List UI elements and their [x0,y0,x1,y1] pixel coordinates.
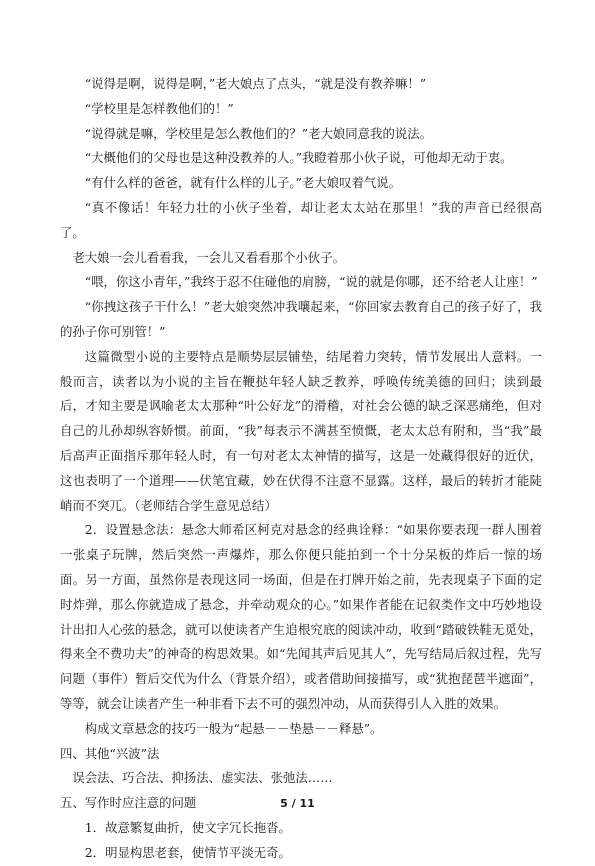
document-body [60,72,542,866]
paragraph: “你拽这孩子干什么！”老大娘突然冲我嚷起来，“你回家去教育自己的孩子好了，我的孙子你可别管！” [60,299,542,339]
suspense-method-paragraph: 2．设置悬念法：悬念大师希区柯克对悬念的经典诠释：“如果你要表现一群人围着一张桌子玩牌，然后突然一声爆炸，那么你便只能拍到一个十分呆板的炸后一惊的场面。另一方面，虽然你是表现这同一场面，但是在打牌开始之前，先表现桌子下面的定时炸弹，那么你就造成了悬念，并牵动观众的心。”如果作者能在记叙类作文中巧妙地设计出扣人心弦的悬念，就可以使读者产生追根究底的阅读冲动，收到“踏破铁鞋无觅处，得来全不费功夫”的神奇的构思效果。如“先闻其声后见其人”，先写结局后叙过程，先写问题（事件）暂后交代为什么（背景介绍），或者借助间接描写，或“犹抱琵琶半遮面”，等等，就会让读者产生一种非看下去不可的强烈冲动，从而获得引人入胜的效果。 [60,522,542,711]
list-item: 1．故意繁复曲折，使文字冗长拖沓。 [84,819,291,835]
section-heading: 四、其他“兴波”法 [60,745,160,761]
paragraph: 老大娘一会儿看看我，一会儿又看看那个小伙子。 [72,249,345,265]
page-number: 5 / 11 [280,797,315,810]
paragraph: “大概他们的父母也是这种没教养的人。”我瞪着那小伙子说，可他却无动于衷。 [84,150,513,166]
paragraph: “说得是啊，说得是啊，”老大娘点了点头，“就是没有教养嘛！” [84,76,427,91]
paragraph: 误会法、巧合法、抑扬法、虚实法、张弛法…… [72,770,333,786]
section-heading: 五、写作时应注意的问题 [60,795,197,811]
paragraph: “有什么样的爸爸，就有什么样的儿子。”老大娘叹着气说。 [84,175,402,191]
paragraph: “喂，你这小青年，”我终于忍不住碰他的肩膀，“说的就是你哪，还不给老人让座！” [84,274,538,290]
analysis-paragraph: 这篇微型小说的主要特点是顺势层层铺垫，结尾着力突转，情节发展出人意料。一般而言，读者以为小说的主旨在鞭挞年轻人缺乏教养，呼唤传统美德的回归；读到最后，才知主要是讽喻老太太那种“叶公好龙”的滑稽，对社会公德的缺乏深恶痛绝，但对自己的儿孙却纵容娇惯。前面，“我”每表示不满甚至愤慨，老太太总有附和，当“我”最后高声正面指斥那年轻人时，有一句对老太太神情的描写，这是一处藏得很好的近伏，这也表明了一个道理——伏笔宜藏，妙在伏得不注意不显露。这样，最后的转折才能陡峭而不突兀。（老师结合学生意见总结） [60,348,542,513]
paragraph: “真不像话！年轻力壮的小伙子坐着，却让老太太站在那里！”我的声音已经很高了。 [60,199,542,240]
paragraph: “学校里是怎样教他们的！” [84,100,234,116]
paragraph: 构成文章悬念的技巧一般为“起悬－－垫悬－－释悬”。 [84,720,383,736]
paragraph: “说得就是嘛，学校里是怎么教他们的？”老大娘同意我的说法。 [84,125,433,141]
list-item: 2．明显构思老套，使情节平淡无奇。 [84,844,291,860]
